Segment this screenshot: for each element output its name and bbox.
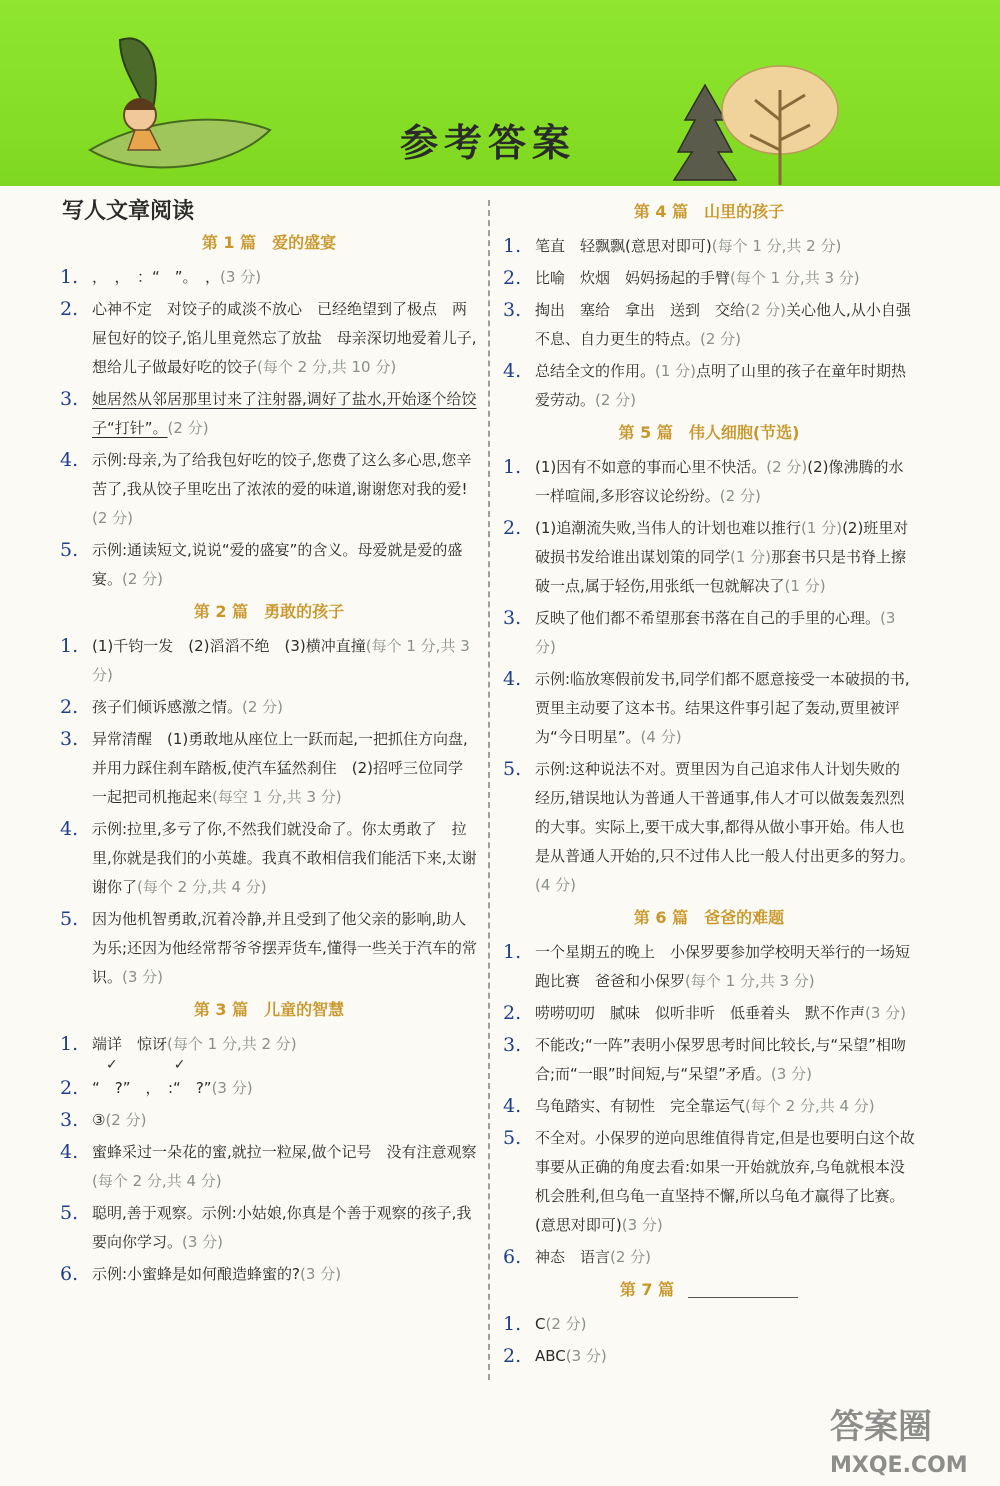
answer-number: 3.: [503, 607, 522, 629]
score-note: (4 分): [535, 876, 577, 894]
score-note: (3 分): [865, 1004, 907, 1022]
answer-number: 3.: [60, 388, 79, 410]
answer-text: 唠唠叨叨 腻味 似听非听 低垂着头 默不作声: [535, 1004, 866, 1022]
answer-number: 3.: [60, 1109, 79, 1131]
check-marks: ✓ ✓: [92, 1057, 186, 1073]
answer-text: 异常清醒 (1)勇敢地从座位上一跃而起,一把抓住方向盘,并用力踩住刹车踏板,使汽车猛然刹住 (2)招呼三位同学一起把司机拖起来: [92, 730, 468, 806]
watermark-logo: [790, 1394, 995, 1480]
answer-text: 蜜蜂采过一朵花的蜜,就拉一粒屎,做个记号 没有注意观察: [92, 1143, 477, 1161]
answer-text: 端详 惊讶: [92, 1035, 168, 1053]
answer-item: [60, 263, 478, 292]
answer-item: [503, 1243, 915, 1272]
score-note: (3 分): [300, 1265, 342, 1283]
svg-text:MXQE.COM: MXQE.COM: [830, 1453, 968, 1478]
answer-item: [60, 632, 478, 690]
answer-text: 因为他机智勇敢,沉着冷静,并且受到了他父亲的影响,助人为乐;还因为他经常帮爷爷摆弄货车,懂得一些关于汽车的常识。: [92, 910, 477, 986]
answer-item: [503, 296, 915, 354]
answer-number: 2.: [503, 1002, 522, 1024]
score-note: (2 分): [766, 458, 808, 476]
answer-text: 笔直 轻飘飘(意思对即可): [535, 237, 712, 255]
answer-text: (2)班里对破损书发给谁出谋划策的同学: [535, 519, 909, 566]
answer-number: 1.: [503, 235, 522, 257]
answer-number: 2.: [60, 298, 79, 320]
answer-number: 5.: [503, 758, 522, 780]
score-note: (3 分): [182, 1233, 224, 1251]
answer-text: ABC: [535, 1347, 566, 1365]
score-note: (每个 1 分,共 3 分): [730, 269, 860, 287]
answer-item: [503, 514, 915, 601]
score-note: (2 分): [545, 1315, 587, 1333]
answer-text: 示例:拉里,多亏了你,不然我们就没命了。你太勇敢了 拉里,你就是我们的小英雄。我真不敢相信我们能活下来,太谢谢你了: [92, 820, 477, 896]
article-title-text: 第 1 篇 爱的盛宴: [201, 233, 337, 252]
article-title: [503, 421, 915, 445]
answer-number: 4.: [503, 1095, 522, 1117]
answer-number: 4.: [503, 360, 522, 382]
answer-text: 掏出 塞给 拿出 送到 交给: [535, 301, 746, 319]
answer-text: ③: [92, 1111, 106, 1129]
answer-item: [60, 1074, 478, 1103]
answer-item: [60, 815, 478, 902]
svg-text:答案圈: 答案圈: [830, 1407, 932, 1447]
answer-number: 5.: [60, 539, 79, 561]
right-column: [503, 194, 915, 1374]
answer-item: [60, 1199, 478, 1257]
answer-item: [503, 938, 915, 996]
answer-item: [60, 1106, 478, 1135]
answer-number: 4.: [60, 818, 79, 840]
answer-text: 乌龟踏实、有韧性 完全靠运气: [535, 1097, 746, 1115]
article-title: [503, 200, 915, 224]
answer-number: 1.: [503, 941, 522, 963]
answer-text: 点明了山里的孩子在童年时期热爱劳动。: [535, 362, 907, 409]
answer-number: 2.: [503, 267, 522, 289]
score-note: (每个 2 分,共 4 分): [745, 1097, 875, 1115]
article-title-text: 第 5 篇 伟人细胞(节选): [618, 423, 800, 442]
article-title: [503, 906, 915, 930]
column-divider: [488, 200, 490, 1380]
answer-item: [60, 1030, 478, 1071]
score-note: (2 分): [719, 487, 761, 505]
score-note: (2 分): [595, 391, 637, 409]
score-note: (每个 2 分,共 10 分): [257, 358, 397, 376]
answer-number: 2.: [503, 1345, 522, 1367]
score-note: (2 分): [610, 1248, 652, 1266]
answer-item: [503, 1310, 915, 1339]
answer-item: [503, 232, 915, 261]
answer-number: 4.: [60, 1141, 79, 1163]
score-note: (3 分): [770, 1065, 812, 1083]
answer-item: [503, 604, 915, 662]
answer-text: 反映了他们都不希望那套书落在自己的手里的心理。: [535, 609, 881, 627]
answer-item: [60, 905, 478, 992]
left-column: [60, 194, 478, 1292]
answer-text: 聪明,善于观察。示例:小姑娘,你真是个善于观察的孩子,我要向你学习。: [92, 1204, 472, 1251]
answer-number: 1.: [60, 1033, 79, 1055]
answer-number: 1.: [503, 456, 522, 478]
answer-text: “ ?” ， :“ ?”: [92, 1079, 212, 1097]
tree-illustration: [720, 60, 840, 190]
score-note: (3 分): [535, 609, 896, 656]
answer-number: 2.: [60, 696, 79, 718]
answer-number: 2.: [60, 1077, 79, 1099]
answer-text: 不全对。小保罗的逆向思维值得肯定,但是也要明白这个故事要从正确的角度去看:如果一开始就放弃,乌龟就根本没机会胜利,但乌龟一直坚持不懈,所以乌龟才赢得了比赛。(意思对即可): [535, 1129, 915, 1234]
answer-item: [60, 446, 478, 533]
answer-number: 4.: [60, 449, 79, 471]
score-note: (2 分): [242, 698, 284, 716]
score-note: (2 分): [92, 509, 134, 527]
score-note: (每个 2 分,共 4 分): [92, 1172, 222, 1190]
answer-text: 她居然从邻居那里讨来了注射器,调好了盐水,开始逐个给饺子“打针”。: [92, 390, 477, 437]
score-note: (3 分): [122, 968, 164, 986]
answer-item: [60, 295, 478, 382]
answer-number: 2.: [503, 517, 522, 539]
answer-number: 6.: [503, 1246, 522, 1268]
score-note: (1 分): [730, 548, 772, 566]
article-title: [60, 600, 478, 624]
answer-text: 一个星期五的晚上 小保罗要参加学校明天举行的一场短跑比赛 爸爸和小保罗: [535, 943, 911, 990]
article-title: [60, 998, 478, 1022]
answer-item: [503, 264, 915, 293]
answer-item: [503, 999, 915, 1028]
answer-item: [60, 693, 478, 722]
answer-number: 4.: [503, 668, 522, 690]
answer-item: [60, 536, 478, 594]
score-note: (3 分): [565, 1347, 607, 1365]
answer-number: 1.: [503, 1313, 522, 1335]
answer-item: [503, 453, 915, 511]
score-note: (2 分): [745, 301, 787, 319]
answer-item: [503, 357, 915, 415]
answer-text: 关心他人,从小自强不息、自力更生的特点。: [535, 301, 911, 348]
answer-item: [503, 1342, 915, 1371]
answer-text: 那套书只是书脊上擦破一点,属于轻伤,用张纸一包就解决了: [535, 548, 907, 595]
page-header: [0, 0, 1000, 186]
score-note: (2 分): [700, 330, 742, 348]
page-title: 参考答案: [400, 120, 577, 165]
score-note: (3 分): [621, 1216, 663, 1234]
score-note: (1 分): [655, 362, 697, 380]
answer-text: 比喻 炊烟 妈妈扬起的手臂: [535, 269, 731, 287]
article-title: [60, 231, 478, 255]
answer-number: 3.: [503, 299, 522, 321]
answer-number: 1.: [60, 266, 79, 288]
answer-text: 孩子们倾诉感激之情。: [92, 698, 243, 716]
answer-number: 5.: [503, 1127, 522, 1149]
score-note: (4 分): [640, 728, 682, 746]
score-note: (每个 2 分,共 4 分): [137, 878, 267, 896]
score-note: (每空 1 分,共 3 分): [212, 788, 342, 806]
girl-on-leaf-illustration: [80, 0, 280, 186]
article-title-text: 第 2 篇 勇敢的孩子: [193, 602, 345, 621]
answer-text: 不能改;“一阵”表明小保罗思考时间比较长,与“呆望”相吻合;而“一眼”时间短,与“呆望”矛盾。: [535, 1036, 906, 1083]
score-note: (2 分): [122, 570, 164, 588]
answer-item: [503, 1031, 915, 1089]
answer-text: 示例:母亲,为了给我包好吃的饺子,您费了这么多心思,您辛苦了,我从饺子里吃出了浓浓的爱的味道,谢谢您对我的爱!: [92, 451, 472, 498]
answer-number: 5.: [60, 908, 79, 930]
answer-item: [60, 1260, 478, 1289]
answer-item: [503, 1124, 915, 1240]
answer-item: [503, 1092, 915, 1121]
score-note: (1 分): [801, 519, 843, 537]
score-note: (2 分): [167, 419, 209, 437]
answer-text: C: [535, 1315, 546, 1333]
article-title-text: 第 3 篇 儿童的智慧: [193, 1000, 345, 1019]
answer-text: 示例:小蜜蜂是如何酿造蜂蜜的?: [92, 1265, 301, 1283]
section-title: 写人文章阅读: [62, 198, 195, 224]
answer-text: (1)追潮流失败,当伟人的计划也难以推行: [535, 519, 802, 537]
answer-item: [503, 665, 915, 752]
score-note: (每个 1 分,共 3 分): [92, 637, 470, 684]
article-title: [503, 1278, 915, 1302]
answer-item: [60, 725, 478, 812]
answer-number: 3.: [503, 1034, 522, 1056]
score-note: (2 分): [105, 1111, 147, 1129]
answer-text: (1)因有不如意的事而心里不快活。: [535, 458, 767, 476]
answer-number: 1.: [60, 635, 79, 657]
answer-text: 神态 语言: [535, 1248, 611, 1266]
article-title-text: 第 6 篇 爸爸的难题: [633, 908, 785, 927]
score-note: (1 分): [784, 577, 826, 595]
article-title-text: 第 4 篇 山里的孩子: [633, 202, 785, 221]
title-blank-line: [688, 1283, 798, 1298]
answer-text: 示例:通读短文,说说“爱的盛宴”的含义。母爱就是爱的盛宴。: [92, 541, 463, 588]
answer-text: (2)像沸腾的水一样喧闹,多形容议论纷纷。: [535, 458, 904, 505]
answer-item: [503, 755, 915, 900]
answer-text: (1)千钧一发 (2)滔滔不绝 (3)横冲直撞: [92, 637, 366, 655]
answer-item: [60, 1138, 478, 1196]
answer-number: 5.: [60, 1202, 79, 1224]
answer-number: 6.: [60, 1263, 79, 1285]
score-note: (每个 1 分,共 2 分): [711, 237, 842, 255]
answer-text: 总结全文的作用。: [535, 362, 656, 380]
answer-text: 示例:这种说法不对。贾里因为自己追求伟人计划失败的经历,错误地认为普通人干普通事,伟人才可以做轰轰烈烈的大事。实际上,要干成大事,都得从做小事开始。伟人也是从普通人开始的,只不过伟人比一般人付出更多的努力。: [535, 760, 915, 865]
answer-text: 示例:临放寒假前发书,同学们都不愿意接受一本破损的书,贾里主动要了这本书。结果这件事引起了轰动,贾里被评为“今日明星”。: [535, 670, 910, 746]
score-note: (3 分): [220, 268, 262, 286]
answer-number: 3.: [60, 728, 79, 750]
score-note: (3 分): [211, 1079, 253, 1097]
score-note: (每个 1 分,共 2 分): [167, 1035, 297, 1053]
answer-text: ， ， ：“ ”。 ，: [92, 268, 221, 286]
answer-text: 心神不定 对饺子的咸淡不放心 已经绝望到了极点 两屉包好的饺子,馅儿里竟然忘了放盐 母亲深切地爱着儿子,想给儿子做最好吃的饺子: [92, 300, 477, 376]
article-title-text: 第 7 篇: [619, 1280, 675, 1299]
score-note: (每个 1 分,共 3 分): [685, 972, 815, 990]
answer-item: [60, 385, 478, 443]
